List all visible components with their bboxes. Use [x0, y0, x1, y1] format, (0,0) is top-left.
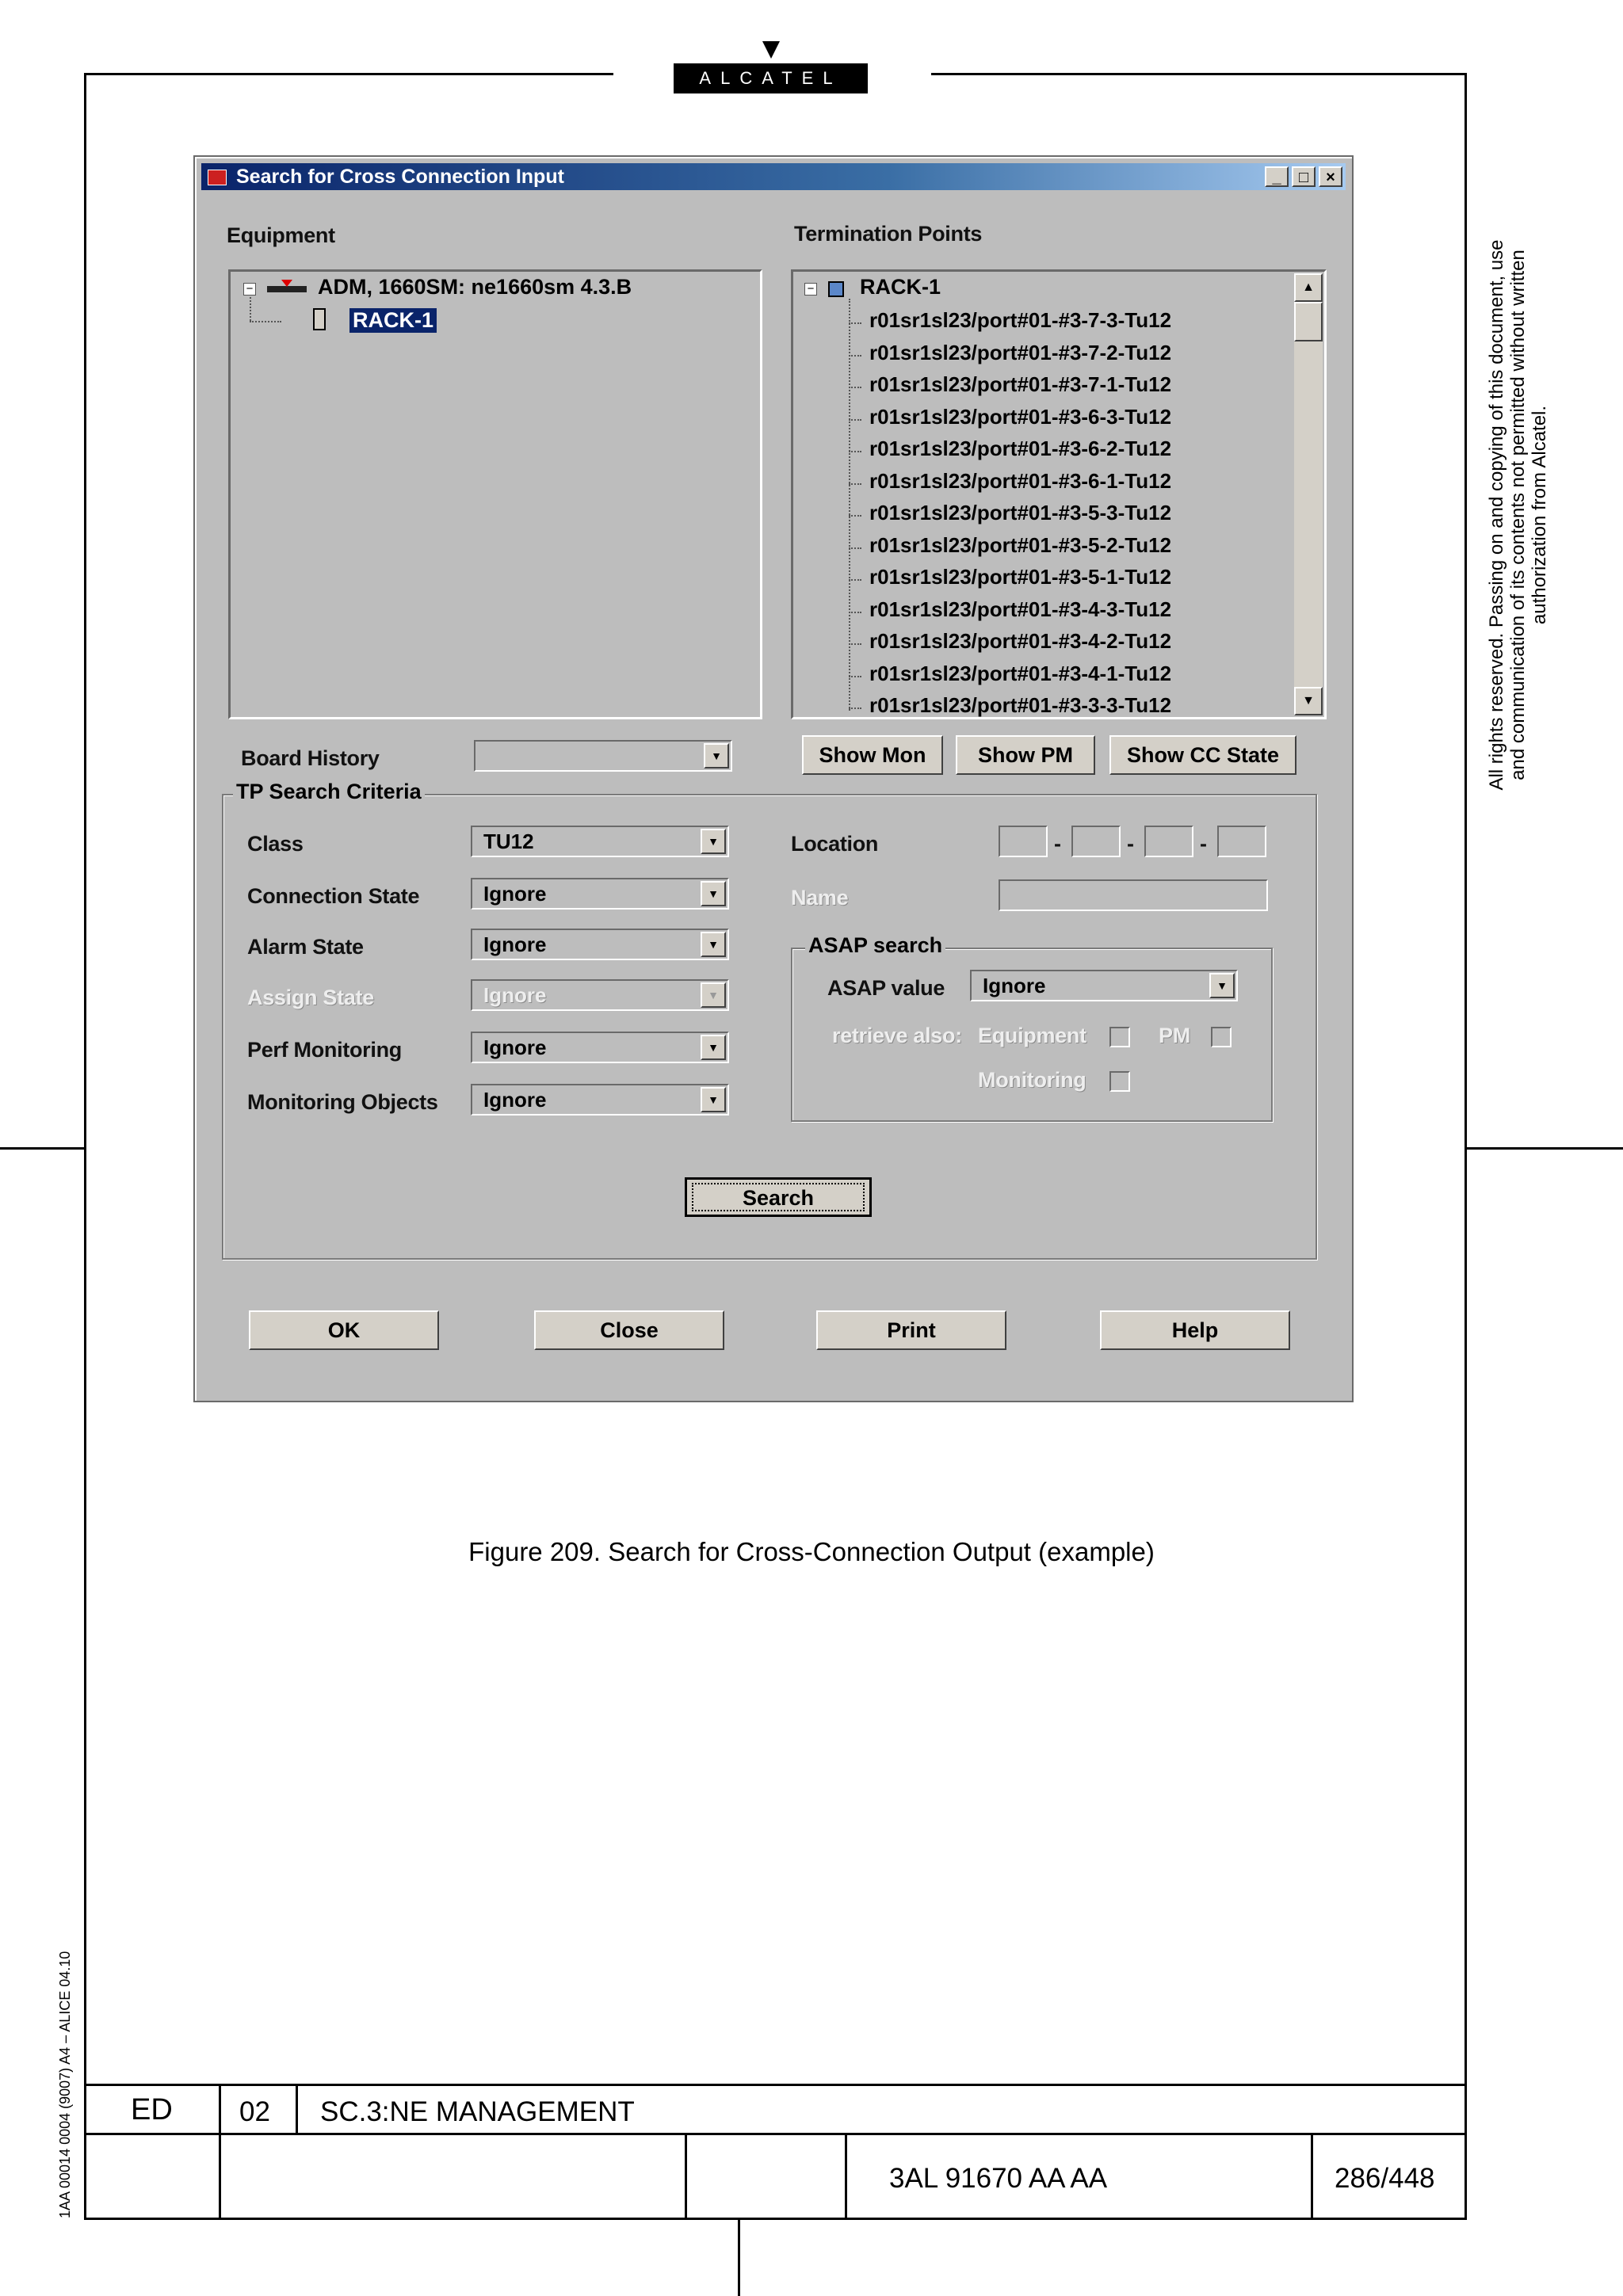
collapse-icon[interactable]: −: [243, 283, 256, 296]
margin-mark-bottom: [738, 2220, 740, 2296]
help-button[interactable]: Help: [1100, 1310, 1290, 1350]
connection-state-label: Connection State: [247, 884, 420, 908]
board-history-label: Board History: [241, 746, 380, 770]
tp-list-item[interactable]: r01sr1sl23/port#01-#3-7-1-Tu12: [869, 372, 1172, 396]
assign-state-select: [471, 979, 729, 1011]
footer-line-top: [84, 2084, 1467, 2086]
footer-divider: [296, 2084, 298, 2133]
tp-list-item[interactable]: r01sr1sl23/port#01-#3-6-3-Tu12: [869, 404, 1172, 429]
dialog-titlebar[interactable]: [201, 163, 1346, 190]
scroll-down-icon[interactable]: ▼: [1294, 687, 1323, 715]
rack-icon: [313, 308, 326, 330]
dropdown-arrow-icon[interactable]: ▼: [704, 743, 729, 769]
location-separator: -: [1200, 832, 1207, 856]
perf-monitoring-select[interactable]: [471, 1032, 729, 1063]
tree-connector: [849, 579, 861, 581]
margin-mark-right: [1465, 1147, 1623, 1150]
collapse-icon[interactable]: −: [804, 283, 817, 296]
tp-list-item[interactable]: r01sr1sl23/port#01-#3-5-2-Tu12: [869, 532, 1172, 557]
maximize-button[interactable]: □: [1292, 166, 1316, 187]
figure-caption: Figure 209. Search for Cross-Connection Output (example): [468, 1537, 1155, 1566]
termination-points-tree[interactable]: [791, 269, 1327, 719]
tp-list-item[interactable]: r01sr1sl23/port#01-#3-6-2-Tu12: [869, 437, 1172, 460]
tree-item-rack[interactable]: RACK-1: [349, 308, 437, 333]
search-cross-connection-dialog: [193, 155, 1354, 1402]
monitoring-objects-value: Ignore: [483, 1088, 547, 1112]
dropdown-arrow-icon: ▼: [701, 982, 726, 1008]
asap-value-value: Ignore: [983, 974, 1046, 997]
name-field: [999, 879, 1268, 911]
tp-list-item[interactable]: r01sr1sl23/port#01-#3-6-1-Tu12: [869, 468, 1172, 493]
tp-list-item[interactable]: r01sr1sl23/port#01-#3-5-3-Tu12: [869, 501, 1172, 524]
tree-item-ne[interactable]: ADM, 1660SM: ne1660sm 4.3.B: [318, 275, 632, 299]
connection-state-select[interactable]: [471, 878, 729, 910]
dialog-title: Search for Cross Connection Input: [236, 166, 564, 188]
margin-mark-left: [0, 1147, 84, 1150]
tp-list-item[interactable]: r01sr1sl23/port#01-#3-7-2-Tu12: [869, 340, 1172, 364]
asap-search-title: ASAP search: [805, 933, 945, 958]
location-separator: -: [1054, 832, 1061, 856]
monitoring-objects-label: Monitoring Objects: [247, 1090, 438, 1114]
retrieve-monitoring-checkbox: [1109, 1071, 1130, 1092]
tree-connector: [849, 355, 861, 357]
tree-connector: [849, 483, 861, 485]
tree-connector: [849, 419, 861, 421]
tree-connector: [849, 612, 861, 613]
connection-state-value: Ignore: [483, 882, 547, 906]
class-value: TU12: [483, 830, 534, 853]
retrieve-pm-label: PM: [1159, 1024, 1190, 1047]
dropdown-arrow-icon[interactable]: ▼: [701, 1035, 726, 1060]
footer-line-bottom: [84, 2218, 1467, 2220]
assign-state-label: Assign State: [247, 986, 374, 1009]
tp-list-item[interactable]: r01sr1sl23/port#01-#3-5-1-Tu12: [869, 565, 1172, 589]
alarm-state-select[interactable]: [471, 929, 729, 960]
footer-divider: [685, 2133, 687, 2220]
tree-connector: [849, 643, 861, 645]
tp-list-item[interactable]: r01sr1sl23/port#01-#3-4-1-Tu12: [869, 661, 1172, 685]
print-button[interactable]: Print: [816, 1310, 1006, 1350]
footer-ed-label: ED: [131, 2093, 173, 2126]
monitoring-objects-select[interactable]: [471, 1084, 729, 1116]
frame-left-line: [84, 73, 86, 2220]
tp-list-item[interactable]: r01sr1sl23/port#01-#3-3-3-Tu12: [869, 693, 1172, 717]
search-button-label: Search: [692, 1183, 865, 1211]
retrieve-equipment-checkbox: [1109, 1027, 1130, 1047]
termination-points-label: Termination Points: [794, 222, 983, 246]
equipment-tree[interactable]: [228, 269, 762, 719]
perf-monitoring-value: Ignore: [483, 1035, 547, 1059]
document-code-side: 1AA 00014 0004 (9007) A4 – ALICE 04.10: [57, 1951, 73, 2218]
alarm-state-label: Alarm State: [247, 935, 364, 959]
footer-ed-value: 02: [239, 2096, 270, 2127]
perf-monitoring-label: Perf Monitoring: [247, 1038, 402, 1062]
rack-icon: [828, 281, 844, 297]
asap-value-select[interactable]: [970, 970, 1238, 1001]
app-icon: [208, 170, 227, 185]
dropdown-arrow-icon[interactable]: ▼: [701, 881, 726, 906]
footer-doc-code: 3AL 91670 AA AA: [889, 2163, 1108, 2194]
tree-connector: [849, 676, 861, 677]
footer-divider: [219, 2084, 221, 2220]
equipment-label: Equipment: [227, 223, 335, 247]
search-button[interactable]: [685, 1177, 872, 1217]
asap-value-label: ASAP value: [827, 976, 945, 1000]
frame-top-left-line: [84, 73, 613, 75]
class-label: Class: [247, 832, 304, 856]
assign-state-value: Ignore: [483, 983, 547, 1007]
footer-divider: [845, 2133, 847, 2220]
tree-connector: [250, 321, 281, 322]
class-select[interactable]: [471, 826, 729, 857]
tree-connector: [849, 451, 861, 452]
close-button[interactable]: Close: [534, 1310, 724, 1350]
retrieve-monitoring-label: Monitoring: [978, 1068, 1086, 1092]
tree-connector: [849, 515, 861, 517]
show-pm-button[interactable]: Show PM: [956, 735, 1095, 775]
tp-list-item[interactable]: r01sr1sl23/port#01-#3-4-3-Tu12: [869, 597, 1172, 621]
footer-line-mid: [84, 2133, 1467, 2135]
ne-icon: [267, 286, 307, 292]
dropdown-arrow-icon[interactable]: ▼: [1209, 973, 1235, 998]
tp-list-item[interactable]: r01sr1sl23/port#01-#3-4-2-Tu12: [869, 629, 1172, 653]
tree-connector: [849, 707, 861, 709]
show-cc-state-button[interactable]: Show CC State: [1109, 735, 1296, 775]
logo-triangle-icon: [762, 41, 780, 59]
tp-list-item[interactable]: r01sr1sl23/port#01-#3-7-3-Tu12: [869, 308, 1172, 332]
scroll-up-icon[interactable]: ▲: [1294, 273, 1323, 302]
dropdown-arrow-icon[interactable]: ▼: [701, 932, 726, 957]
location-separator: -: [1127, 832, 1134, 856]
tree-connector: [849, 547, 861, 549]
name-label: Name: [791, 886, 849, 910]
tp-scrollbar[interactable]: [1294, 273, 1323, 715]
retrieve-equipment-label: Equipment: [978, 1024, 1086, 1047]
tree-connector: [849, 322, 861, 324]
alarm-state-value: Ignore: [483, 933, 547, 956]
location-field-4[interactable]: [1217, 826, 1266, 857]
tp-search-criteria-title: TP Search Criteria: [233, 780, 425, 804]
frame-right-line: [1465, 73, 1467, 2220]
tree-connector: [849, 387, 861, 388]
close-window-button[interactable]: ×: [1319, 166, 1342, 187]
location-field-2[interactable]: [1071, 826, 1121, 857]
location-field-1[interactable]: [999, 826, 1048, 857]
tp-root-rack[interactable]: RACK-1: [860, 275, 941, 299]
footer-page: 286/448: [1335, 2163, 1435, 2194]
footer-divider: [1311, 2133, 1313, 2220]
tree-connector: [250, 297, 251, 321]
minimize-button[interactable]: _: [1265, 166, 1289, 187]
alcatel-logo: ALCATEL: [674, 63, 868, 93]
location-field-3[interactable]: [1144, 826, 1193, 857]
frame-top-right-line: [931, 73, 1467, 75]
retrieve-pm-checkbox: [1211, 1027, 1232, 1047]
retrieve-also-label: retrieve also:: [832, 1024, 962, 1047]
tree-connector: [849, 299, 850, 711]
board-history-select[interactable]: [474, 740, 732, 772]
rights-notice: All rights reserved. Passing on and copying of this document, use and communication of its contents not permitted without written authorization from Alcatel.: [1486, 239, 1550, 791]
ok-button[interactable]: OK: [249, 1310, 439, 1350]
dropdown-arrow-icon[interactable]: ▼: [701, 829, 726, 854]
footer-section: SC.3:NE MANAGEMENT: [320, 2096, 635, 2127]
scroll-thumb[interactable]: [1294, 302, 1323, 341]
location-label: Location: [791, 832, 879, 856]
dropdown-arrow-icon[interactable]: ▼: [701, 1087, 726, 1112]
show-mon-button[interactable]: Show Mon: [802, 735, 943, 775]
